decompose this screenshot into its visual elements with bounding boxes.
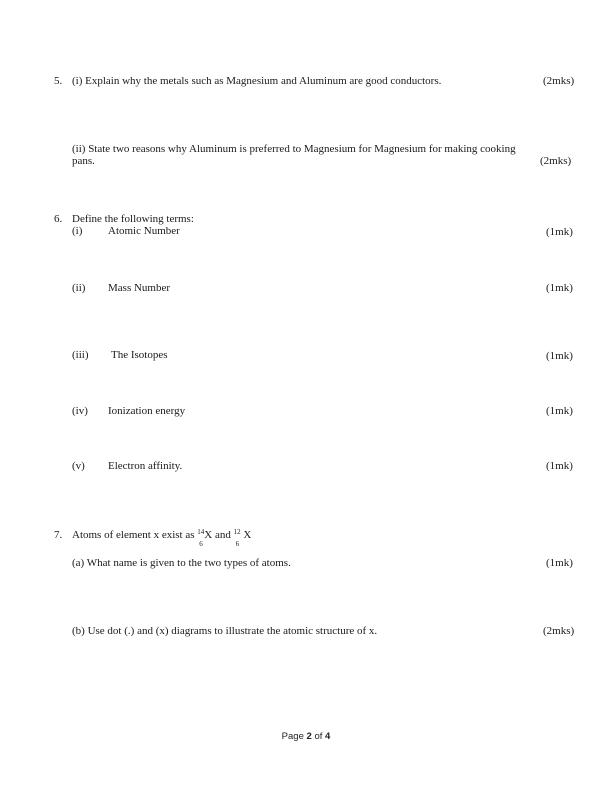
item-label: (ii) <box>72 282 86 294</box>
current-page: 2 <box>306 731 312 742</box>
page-of: of <box>314 731 323 742</box>
question-5-part-ii-text: (ii) State two reasons why Aluminum is preferred to Magnesium for Magnesium for making cooking <box>72 143 516 155</box>
marks-label: (2mks) <box>543 75 575 87</box>
question-7-part-b-text: (b) Use dot (.) and (x) diagrams to illustrate the atomic structure of x. <box>72 625 378 637</box>
atomic-number: 6 <box>235 540 240 548</box>
conjunction: and <box>214 529 231 541</box>
page-prefix: Page <box>281 731 304 742</box>
term-isotopes: The Isotopes <box>111 349 168 361</box>
marks-label: (1mk) <box>546 405 573 417</box>
term-electron-affinity: Electron affinity. <box>108 460 183 472</box>
marks-label: (1mk) <box>546 460 573 472</box>
element-symbol: X <box>243 529 252 541</box>
isotope-notation-14 <box>197 528 205 548</box>
marks-label: (1mk) <box>546 226 573 238</box>
term-ionization-energy: Ionization energy <box>108 405 186 417</box>
term-mass-number: Mass Number <box>108 282 171 294</box>
question-7-part-a-text: (a) What name is given to the two types of atoms. <box>72 557 291 569</box>
question-5-part-i-text: (i) Explain why the metals such as Magnesium and Aluminum are good conductors. <box>72 75 442 87</box>
mass-number: 14 <box>197 528 205 536</box>
question-number: 7. <box>54 529 63 541</box>
question-7-prompt <box>72 528 252 548</box>
marks-label: (1mk) <box>546 557 573 569</box>
mass-number: 12 <box>233 528 241 536</box>
marks-label: (2mks) <box>543 625 575 637</box>
marks-label: (1mk) <box>546 282 573 294</box>
isotope-notation-12 <box>233 528 241 548</box>
item-label: (iv) <box>72 405 88 417</box>
atomic-number: 6 <box>199 540 203 548</box>
term-atomic-number: Atomic Number <box>108 225 180 237</box>
question-number: 6. <box>54 213 63 225</box>
marks-label: (2mks) <box>540 155 572 167</box>
item-label: (iii) <box>72 349 89 361</box>
item-label: (i) <box>72 225 83 237</box>
item-label: (v) <box>72 460 85 472</box>
question-number: 5. <box>54 75 63 87</box>
element-symbol: X <box>204 529 213 541</box>
total-pages: 4 <box>325 731 331 742</box>
question-6-prompt: Define the following terms: <box>72 213 194 225</box>
marks-label: (1mk) <box>546 350 573 362</box>
question-5-part-ii-text-cont: pans. <box>72 155 95 167</box>
page-footer <box>0 731 612 742</box>
prompt-text: Atoms of element x exist as <box>72 529 195 541</box>
